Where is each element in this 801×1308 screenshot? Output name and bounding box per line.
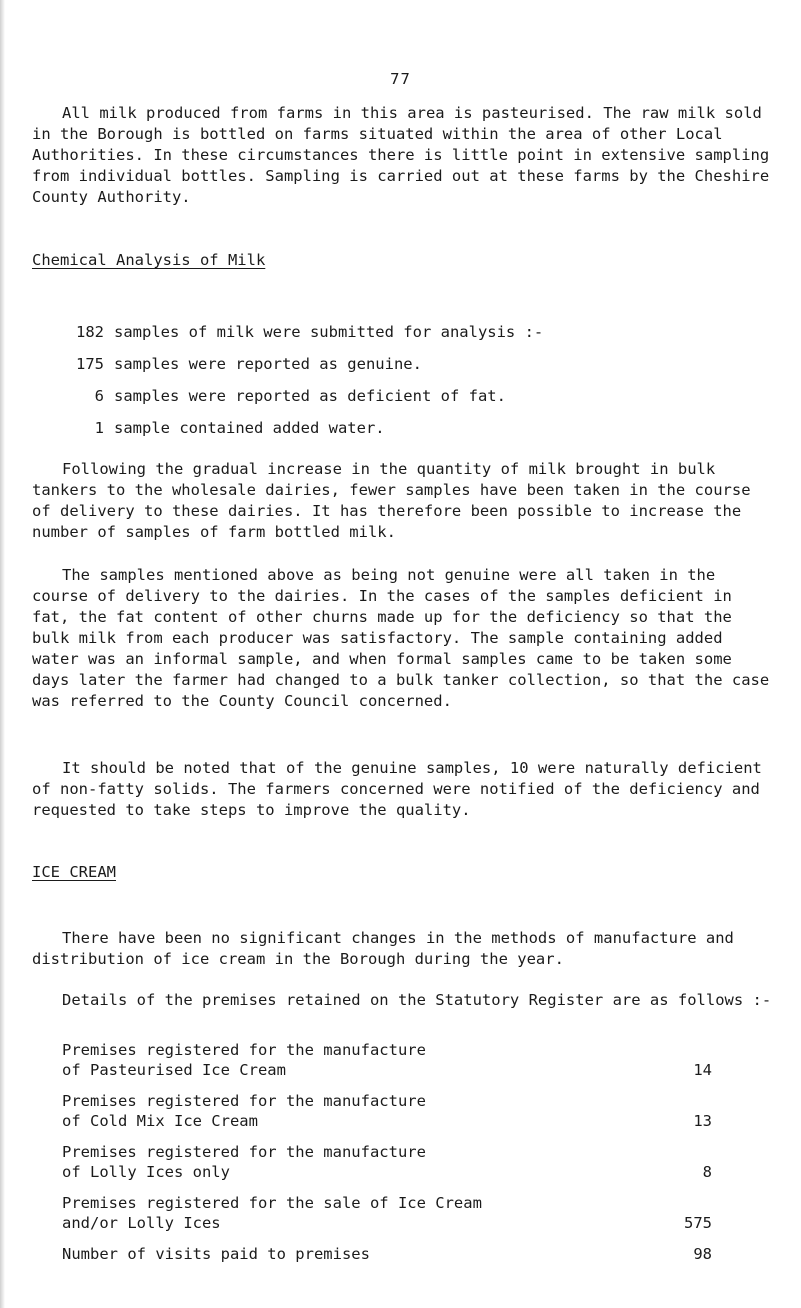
register-value: 13 (693, 1112, 712, 1130)
register-value: 14 (693, 1061, 712, 1079)
bulk-tankers-paragraph: Following the gradual increase in the quantity of milk brought in bulk tankers to the wholesale dairies, fewer samples have been taken in the course of delivery to these dairies. It has therefore been possible to increase the number of samples of farm bottled milk. (32, 460, 751, 541)
register-label: Number of visits paid to premises (62, 1245, 370, 1263)
register-row (62, 1091, 712, 1131)
register-row (62, 1142, 712, 1182)
analysis-item (60, 323, 543, 355)
register-label: Premises registered for the manufacture of Pasteurised Ice Cream (62, 1041, 426, 1079)
analysis-text: samples were reported as genuine. (114, 355, 422, 373)
non-fatty-solids-paragraph: It should be noted that of the genuine samples, 10 were naturally deficient of non-fatty solids. The farmers concerned were notified of the deficiency and requested to take steps to improve the quality. (32, 759, 762, 819)
not-genuine-paragraph: The samples mentioned above as being not genuine were all taken in the course of delivery to the dairies. In the cases of the samples deficient in fat, the fat content of other churns made up for the deficiency so that the bulk milk from each producer was satisfactory. The sample containing added water was an informal sample, and when formal samples came to be taken some days later the farmer had changed to a bulk tanker collection, so that the case was referred to the County Council concerned. (32, 566, 770, 710)
analysis-item (60, 387, 543, 419)
ice-cream-changes-paragraph: There have been no significant changes in the methods of manufacture and distribution of ice cream in the Borough during the year. (32, 929, 734, 968)
analysis-list (60, 323, 543, 451)
register-value: 8 (702, 1163, 712, 1181)
register-label: Premises registered for the manufacture of Lolly Ices only (62, 1143, 426, 1181)
register-label: Premises registered for the manufacture of Cold Mix Ice Cream (62, 1092, 426, 1130)
register-row (62, 1193, 712, 1233)
premises-register-table (62, 1040, 712, 1275)
analysis-count: 175 (76, 355, 104, 373)
register-value: 98 (693, 1245, 712, 1263)
register-row (62, 1244, 712, 1264)
chemical-analysis-heading: Chemical Analysis of Milk (32, 251, 266, 269)
analysis-count: 1 (94, 419, 104, 437)
analysis-item (60, 419, 543, 451)
page-edge-shadow (0, 0, 5, 1308)
register-label: Premises registered for the sale of Ice Cream and/or Lolly Ices (62, 1194, 482, 1232)
register-row (62, 1040, 712, 1080)
page-number: 77 (390, 70, 411, 88)
analysis-text: samples were reported as deficient of fat. (114, 387, 506, 405)
intro-paragraph: All milk produced from farms in this area is pasteurised. The raw milk sold in the Borough is bottled on farms situated within the area of other Local Authorities. In these circumstances there is little point in extensive sampling from individual bottles. Sampling is carried out at these farms by the Cheshire County Authority. (32, 104, 770, 206)
register-value: 575 (684, 1214, 712, 1232)
analysis-item (60, 355, 543, 387)
analysis-count: 6 (94, 387, 104, 405)
analysis-count: 182 (76, 323, 104, 341)
register-intro-paragraph: Details of the premises retained on the Statutory Register are as follows :- (62, 991, 772, 1009)
analysis-text: sample contained added water. (114, 419, 385, 437)
analysis-text: samples of milk were submitted for analysis :- (114, 323, 544, 341)
ice-cream-heading: ICE CREAM (32, 863, 116, 881)
